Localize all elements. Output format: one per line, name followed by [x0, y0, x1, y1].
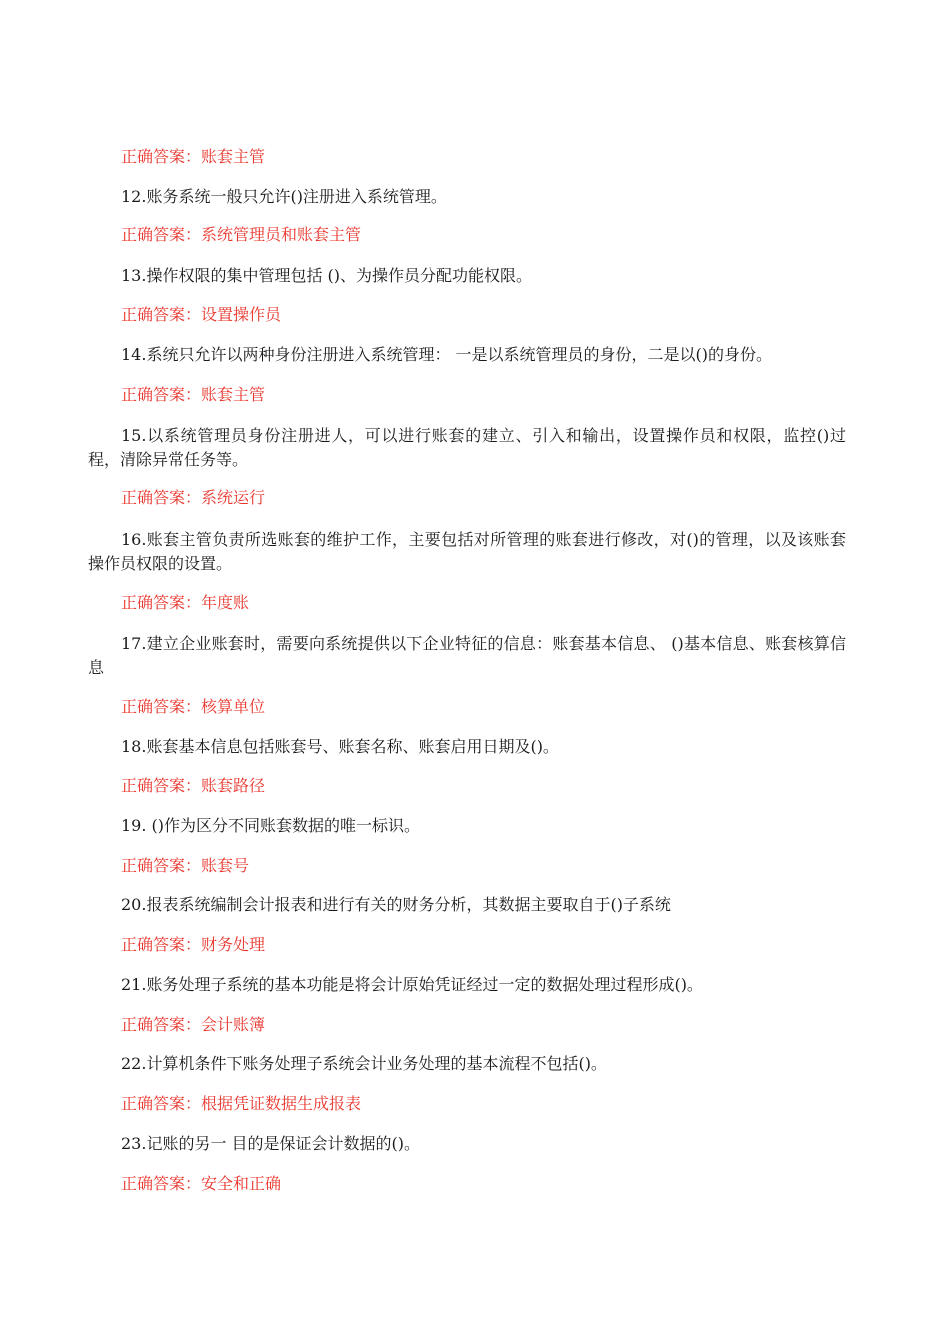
answer-16: 正确答案：年度账 — [121, 593, 250, 612]
question-18: 18.账套基本信息包括账套号、账套名称、账套启用日期及()。 — [121, 737, 559, 756]
question-12: 12.账务系统一般只允许()注册进入系统管理。 — [121, 187, 447, 206]
answer-13: 正确答案：设置操作员 — [121, 305, 282, 324]
answer-20: 正确答案：财务处理 — [121, 935, 266, 954]
question-21: 21.账务处理子系统的基本功能是将会计原始凭证经过一定的数据处理过程形成()。 — [121, 975, 703, 994]
answer-21: 正确答案：会计账簿 — [121, 1015, 266, 1034]
answer-23: 正确答案：安全和正确 — [121, 1174, 282, 1193]
answer-18: 正确答案：账套路径 — [121, 776, 266, 795]
answer-17: 正确答案：核算单位 — [121, 697, 266, 716]
answer-11: 正确答案：账套主管 — [121, 147, 266, 166]
answer-15: 正确答案：系统运行 — [121, 488, 266, 507]
answer-22: 正确答案：根据凭证数据生成报表 — [121, 1094, 362, 1113]
question-19: 19. ()作为区分不同账套数据的唯一标识。 — [121, 816, 421, 835]
answer-19: 正确答案：账套号 — [121, 856, 250, 875]
answer-12: 正确答案：系统管理员和账套主管 — [121, 225, 362, 244]
question-15: 15.以系统管理员身份注册进人，可以进行账套的建立、引入和输出，设置操作员和权限，监控()过程，清除异常任务等。 — [88, 426, 846, 469]
question-23: 23.记账的另一 目的是保证会计数据的()。 — [121, 1134, 421, 1153]
question-22: 22.计算机条件下账务处理子系统会计业务处理的基本流程不包括()。 — [121, 1054, 607, 1073]
question-13: 13.操作权限的集中管理包括 ()、为操作员分配功能权限。 — [121, 266, 533, 285]
question-16: 16.账套主管负责所选账套的维护工作，主要包括对所管理的账套进行修改，对()的管理，以及该账套操作员权限的设置。 — [88, 530, 846, 573]
question-20: 20.报表系统编制会计报表和进行有关的财务分析，其数据主要取自于()子系统 — [121, 895, 671, 914]
question-17: 17.建立企业账套时，需要向系统提供以下企业特征的信息：账套基本信息、 ()基本信息、账套核算信息 — [88, 634, 846, 677]
question-14: 14.系统只允许以两种身份注册进入系统管理： 一是以系统管理员的身份，二是以()的身份。 — [121, 345, 773, 364]
answer-14: 正确答案：账套主管 — [121, 385, 266, 404]
